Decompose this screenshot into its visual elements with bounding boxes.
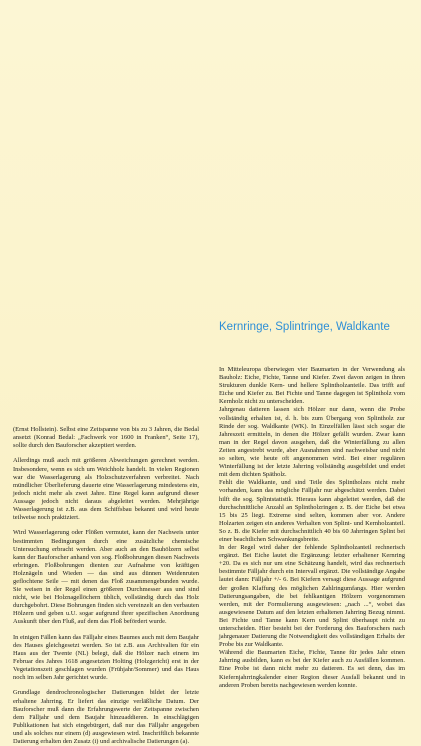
paragraph: Während die Baumarten Eiche, Fichte, Tanne für jedes Jahr einen Jahrring ausbilden, kann es bei der Kiefer auch zu Ausfällen kommen. Eine Probe ist dann nicht mehr zu datieren. Es sei denn, das im Kiefernjahrringkalender einer Region dieser Ausfall bekannt und in anderen Proben bereits nachgewiesen werden konnte. — [219, 649, 405, 689]
paragraph: In der Regel wird daher der fehlende Splintholzanteil rechnerisch ergänzt. Bei Eiche lautet die Ergänzung: letzter erhaltener Kernring +20. Da es sich nur um eine Schätzung handelt, wird das rechnerisch bestimmte Fälljahr durch ein Intervall ergänzt. Die vollständige Angabe lautet dann: Fälljahr +/- 6. Bei Kiefern versagt diese Aussage aufgrund der großen Klaffung des möglichen Zahlringumfangs. Hier werden Datierungsangaben, die bei fehlkantigen Hölzern vorgenommen werden, mit der Formulierung ausgewiesen: „nach ...“, wobei das ausgewiesene Datum auf den letzten erhaltenen Jahrring Bezug nimmt. Bei Fichte und Tanne kann Kern und Splint überhaupt nicht zu unterscheiden. Hier besteht bei der Forderung des Bauforschers nach jahrgenauer Datierung die Notwendigkeit des vollständigen Erhalts der Probe bis zur Waldkante. — [219, 544, 405, 649]
left-text-column — [13, 426, 199, 746]
paragraph: Wird Wasserlagerung oder Flößen vermutet, kann der Nachweis unter bestimmten Bedingungen durch eine zusätzliche chemische Untersuchung erbracht werden. Aber auch an den Bauhölzern selbst kann der Bauforscher anhand von sog. Floßbohrungen diesen Nachweis erbringen. Floßbohrungen dienten zur Aufnahme von kräftigen Holznägeln und Wieden — das sind aus dünnen Weidenruten geflochtene Seile — mit denen das Floß zusammengebunden wurde. Sie weisen in der Regel einen größeren Durchmesser aus und sind nicht, wie bei Holznagellöchern üblich, vollständig durch das Holz durchgebohrt. Diese Bohrungen finden sich vereinzelt an den verbauten Hölzern und geben u.U. sogar aufgrund ihrer spezifischen Anordnung Auskunft über den Fluß, auf dem das Floß befördert wurde. — [13, 529, 199, 626]
paragraph: Fehlt die Waldkante, und sind Teile des Splintholzes nicht mehr vorhanden, kann das mögliche Fälljahr nur abgeschätzt werden. Dabei hilft die sog. Splintstatistik. Hieraus kann abgeleitet werden, daß die durchschnittliche Anzahl an Splintholzringen z. B. der Eiche bei etwa 15 bis 25 liegt. Extreme sind selten, kommen aber vor. Andere Holzarten zeigen ein anderes Verhalten von Splint- und Kernholzanteil. So z. B. die Kiefer mit durchschnittlich 40 bis 60 Jahrringen Splint bei einer beachtlichen Schwankungsbreite. — [219, 479, 405, 543]
paragraph: In einigen Fällen kann das Fälljahr eines Baumes auch mit dem Baujahr des Hauses gleichgesetzt werden. So ist z.B. aus Archivalien für ein Haus aus der Twente (NL) belegt, daß die Hölzer nach einem im Februar des Jahres 1618 angesetzten Holting (Holzgericht) erst in der Vegetationszeit geschlagen wurden (Frühjahr/Sommer) und das Haus noch im selben Jahr gerichtet wurde. — [13, 633, 199, 682]
paragraph: Jahrgenau datieren lassen sich Hölzer nur dann, wenn die Probe vollständig erhalten ist, d. h. bis zum Übergang von Splintholz zur Rinde der sog. Waldkante (WK). In Einzelfällen lässt sich sogar die Jahreszeit ermitteln, in denen die Hölzer gefällt wurden. Zwar kann man in der Regel davon ausgehen, daß die Winterfällung zu allen Zeiten angestrebt wurde, aber Ausnahmen sind nachweisbar und nicht so selten, wie heute oft angenommen wird. Bei einer regulären Winterfällung ist der letzte Jahrring vollständig ausgebildet und endet mit dem dichten Spätholz. — [219, 406, 405, 479]
paragraph: Grundlage dendrochronologischer Datierungen bildet der letzte erhaltene Jahrring. Er liefert das einzige verläßliche Datum. Der Bauforscher muß dann die Erfahrungswerte der Zeitspanne zwischen dem Fälljahr und dem Baujahr hinzuaddieren. In einschlägigen Publikationen hat sich eingebürgert, daß nur das Fälljahr angegeben und als solches nur einem (d) ausgewiesen wird. Inschriftlich bekannte Datierung erhalten den Zusatz (i) und archivalische Datierungen (a). — [13, 689, 199, 746]
section-heading: Kernringe, Splintringe, Waldkante — [219, 321, 390, 333]
paragraph: (Ernst Hollstein). Selbst eine Zeitspanne von bis zu 3 Jahren, die Bedal ansetzt (Konrad Bedal: „Fachwerk vor 1600 in Franken“, Seite 17), sollte durch den Bauforscher akzeptiert werden. — [13, 426, 199, 450]
right-text-column — [219, 366, 405, 690]
paragraph: Allerdings muß auch mit größeren Abweichungen gerechnet werden. Insbesondere, wenn es sich um Weichholz handelt. In vielen Regionen war die Wasserlagerung als Holzschutzverfahren verbreitet. Nach mündlicher Überlieferung dauerte eine Wasserlagerung mindestens ein, jedoch nicht mehr als zwei Jahre. Eine Regel kann aufgrund dieser Aussage jedoch nicht daraus abgeleitet werden. Mehrjährige Wasserlagerung ist z.B. aus dem Schiffsbau bekannt und wird heute teilweise noch praktiziert. — [13, 457, 199, 522]
paragraph: In Mitteleuropa überwiegen vier Baumarten in der Verwendung als Bauholz: Eiche, Fichte, Tanne und Kiefer. Zwei davon zeigen in ihren Strukturen dunkle Kern- und hellere Splintholzanteile. Das trifft auf Eiche und Kiefer zu. Bei Fichte und Tanne dagegen ist Splintholz vom Kernholz nicht zu unterscheiden. — [219, 366, 405, 406]
